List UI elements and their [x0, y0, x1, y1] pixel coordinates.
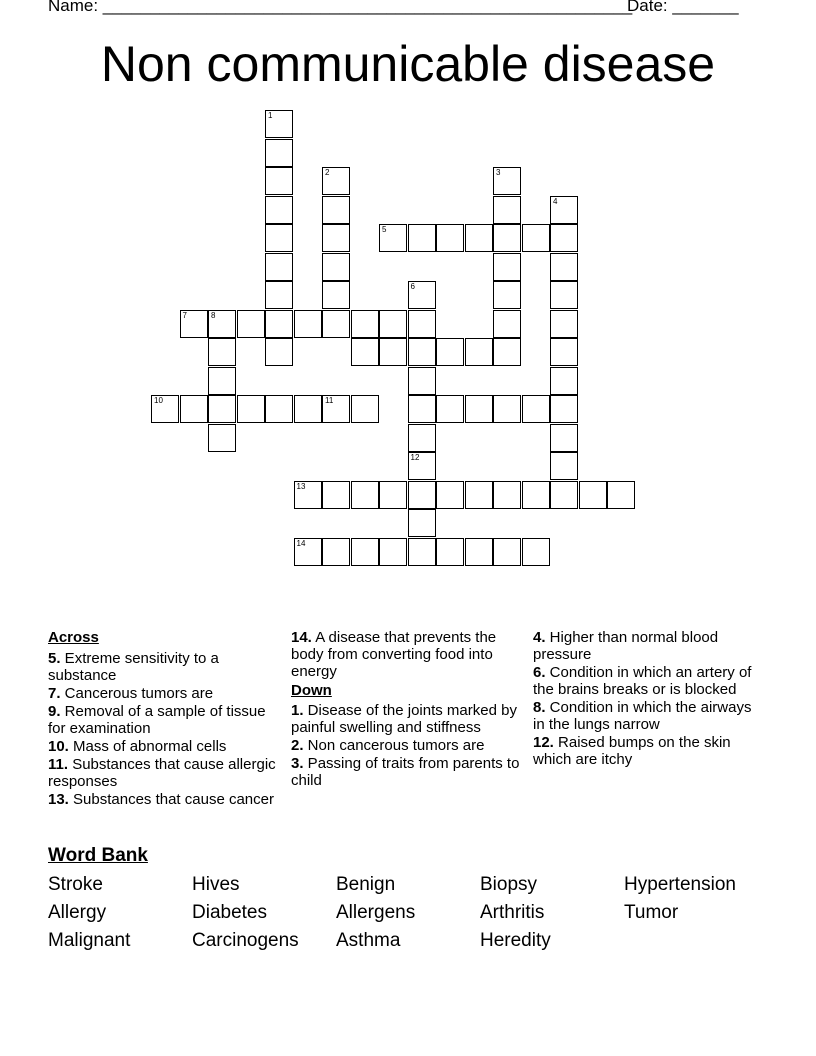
crossword-cell[interactable] — [550, 196, 578, 224]
crossword-cell[interactable] — [408, 424, 436, 452]
clue-item: 8. Condition in which the airways in the lungs narrow — [533, 699, 752, 733]
crossword-cell[interactable] — [550, 253, 578, 281]
clue-item: 12. Raised bumps on the skin which are itchy — [533, 734, 731, 768]
crossword-cell[interactable] — [579, 481, 607, 509]
crossword-cell[interactable] — [265, 395, 293, 423]
crossword-cell[interactable] — [465, 338, 493, 366]
crossword-cell[interactable] — [180, 310, 208, 338]
clue-item: 5. Extreme sensitivity to a substance — [48, 650, 219, 684]
crossword-cell[interactable] — [265, 310, 293, 338]
clue-number: 5 — [382, 225, 387, 234]
crossword-cell[interactable] — [322, 281, 350, 309]
clue-item: 6. Condition in which an artery of the brains breaks or is blocked — [533, 664, 752, 698]
crossword-cell[interactable] — [351, 481, 379, 509]
clue-number-label: 5. — [48, 650, 61, 667]
name-field[interactable]: Name: ________________________________________________________ — [48, 0, 633, 15]
crossword-cell[interactable] — [265, 224, 293, 252]
crossword-cell[interactable] — [322, 481, 350, 509]
date-field[interactable]: Date: _______ — [627, 0, 739, 15]
crossword-cell[interactable] — [322, 395, 350, 423]
crossword-cell[interactable] — [436, 481, 464, 509]
crossword-cell[interactable] — [351, 338, 379, 366]
crossword-cell[interactable] — [322, 196, 350, 224]
crossword-cell[interactable] — [265, 253, 293, 281]
clue-number-label: 13. — [48, 791, 69, 808]
crossword-cell[interactable] — [408, 224, 436, 252]
clue-number-label: 11. — [48, 756, 69, 773]
clue-number: 7 — [182, 310, 187, 320]
clue-number: 4 — [553, 196, 558, 206]
crossword-cell[interactable] — [265, 139, 293, 167]
clue-number-label: 14. — [291, 629, 312, 646]
clue-number: 13 — [296, 481, 306, 491]
down-heading: Down — [291, 682, 332, 699]
word-bank-item: Stroke — [48, 874, 103, 895]
crossword-cell[interactable] — [408, 310, 436, 338]
crossword-cell[interactable] — [151, 395, 179, 423]
crossword-cell[interactable] — [408, 452, 436, 480]
crossword-cell[interactable] — [408, 338, 436, 366]
crossword-cell[interactable] — [436, 338, 464, 366]
crossword-cell[interactable] — [408, 367, 436, 395]
crossword-cell[interactable] — [208, 367, 236, 395]
across-heading: Across — [48, 629, 99, 646]
crossword-cell[interactable] — [522, 224, 550, 252]
crossword-cell[interactable] — [351, 538, 379, 566]
clue-number: 10 — [154, 396, 163, 405]
crossword-cell[interactable] — [550, 281, 578, 309]
word-bank-item: Benign — [336, 874, 396, 895]
crossword-cell[interactable] — [550, 224, 578, 252]
crossword-cell[interactable] — [237, 395, 265, 423]
crossword-cell[interactable] — [379, 481, 407, 509]
crossword-cell[interactable] — [351, 310, 379, 338]
crossword-cell[interactable] — [522, 395, 550, 423]
crossword-cell[interactable] — [322, 167, 350, 195]
page-title: Non communicable disease — [100, 36, 716, 92]
clue-number-label: 3. — [291, 755, 304, 772]
clues-column-2 — [291, 629, 527, 790]
crossword-cell[interactable] — [550, 481, 578, 509]
crossword-cell[interactable] — [208, 310, 236, 338]
clue-number-label: 6. — [533, 664, 546, 681]
clue-number-label: 2. — [291, 737, 304, 754]
crossword-cell[interactable] — [265, 110, 293, 138]
clue-item: 1. Disease of the joints marked by painful swelling and stiffness — [291, 702, 517, 736]
clue-item: 10. Mass of abnormal cells — [48, 738, 227, 755]
clue-number-label: 8. — [533, 699, 546, 716]
word-bank-item: Allergens — [336, 902, 416, 923]
crossword-cell[interactable] — [294, 481, 322, 509]
clue-number: 12 — [410, 453, 420, 462]
crossword-cell[interactable] — [436, 395, 464, 423]
clue-number: 14 — [296, 538, 306, 548]
clue-number: 8 — [211, 310, 216, 320]
crossword-cell[interactable] — [208, 424, 236, 452]
crossword-cell[interactable] — [550, 452, 578, 480]
crossword-cell[interactable] — [493, 196, 521, 224]
crossword-cell[interactable] — [465, 481, 493, 509]
word-bank-item: Tumor — [624, 902, 679, 923]
crossword-cell[interactable] — [265, 338, 293, 366]
clue-item: 9. Removal of a sample of tissue for examination — [48, 703, 266, 737]
crossword-cell[interactable] — [265, 167, 293, 195]
crossword-cell[interactable] — [493, 224, 521, 252]
clue-number-label: 4. — [533, 629, 546, 646]
crossword-cell[interactable] — [550, 338, 578, 366]
crossword-cell[interactable] — [294, 538, 322, 566]
clue-number: 6 — [410, 282, 415, 291]
crossword-cell[interactable] — [493, 538, 521, 566]
crossword-cell[interactable] — [237, 310, 265, 338]
crossword-cell[interactable] — [379, 338, 407, 366]
clue-item: 4. Higher than normal blood pressure — [533, 629, 719, 663]
crossword-cell[interactable] — [493, 310, 521, 338]
crossword-cell[interactable] — [408, 538, 436, 566]
word-bank-item: Arthritis — [480, 902, 545, 923]
word-bank-item: Allergy — [48, 902, 107, 923]
crossword-cell[interactable] — [265, 281, 293, 309]
crossword-cell[interactable] — [550, 424, 578, 452]
crossword-cell[interactable] — [493, 481, 521, 509]
clue-number: 1 — [268, 111, 273, 120]
clue-item: 2. Non cancerous tumors are — [291, 737, 485, 754]
word-bank-item: Biopsy — [480, 874, 538, 895]
word-bank-item: Hypertension — [624, 874, 736, 895]
crossword-cell[interactable] — [550, 310, 578, 338]
clues-column-1 — [48, 629, 276, 809]
crossword-cell[interactable] — [493, 338, 521, 366]
crossword-cell[interactable] — [493, 167, 521, 195]
crossword-cell[interactable] — [436, 538, 464, 566]
crossword-cell[interactable] — [408, 395, 436, 423]
clue-number-label: 7. — [48, 685, 61, 702]
crossword-cell[interactable] — [465, 395, 493, 423]
clue-number: 11 — [325, 396, 334, 405]
word-bank-title: Word Bank — [48, 845, 148, 866]
clue-number-label: 10. — [48, 738, 69, 755]
crossword-cell[interactable] — [493, 281, 521, 309]
crossword-cell[interactable] — [522, 481, 550, 509]
clue-item: 3. Passing of traits from parents to child — [291, 755, 520, 789]
clue-item: 7. Cancerous tumors are — [48, 685, 214, 702]
crossword-cell[interactable] — [379, 310, 407, 338]
clue-item: 13. Substances that cause cancer — [48, 791, 274, 808]
crossword-cell[interactable] — [208, 395, 236, 423]
crossword-cell[interactable] — [265, 196, 293, 224]
crossword-cell[interactable] — [465, 538, 493, 566]
crossword-cell[interactable] — [294, 395, 322, 423]
crossword-cell[interactable] — [522, 538, 550, 566]
crossword-cell[interactable] — [379, 538, 407, 566]
word-bank-item: Malignant — [48, 930, 131, 951]
clue-number: 3 — [496, 168, 501, 177]
crossword-cell[interactable] — [436, 224, 464, 252]
crossword-cell[interactable] — [493, 253, 521, 281]
crossword-cell[interactable] — [208, 338, 236, 366]
clue-number-label: 12. — [533, 734, 554, 751]
word-bank-item: Hives — [192, 874, 240, 895]
clue-item: 11. Substances that cause allergic responses — [48, 756, 276, 790]
word-bank-item: Diabetes — [192, 902, 267, 923]
crossword-cell[interactable] — [322, 538, 350, 566]
crossword-cell[interactable] — [408, 481, 436, 509]
crossword-cell[interactable] — [294, 310, 322, 338]
crossword-cell[interactable] — [550, 395, 578, 423]
crossword-cell[interactable] — [465, 224, 493, 252]
crossword-cell[interactable] — [322, 310, 350, 338]
crossword-cell[interactable] — [180, 395, 208, 423]
clue-number-label: 9. — [48, 703, 61, 720]
crossword-cell[interactable] — [322, 253, 350, 281]
crossword-cell[interactable] — [607, 481, 635, 509]
word-bank-item: Asthma — [336, 930, 401, 951]
clues-column-3 — [533, 629, 763, 769]
crossword-cell[interactable] — [493, 395, 521, 423]
crossword-cell[interactable] — [351, 395, 379, 423]
crossword-cell[interactable] — [408, 509, 436, 537]
crossword-cell[interactable] — [550, 367, 578, 395]
crossword-cell[interactable] — [322, 224, 350, 252]
clue-number-label: 1. — [291, 702, 304, 719]
crossword-cell[interactable] — [408, 281, 436, 309]
clue-item: 14. A disease that prevents the body from converting food into energy — [291, 629, 497, 680]
clue-number: 2 — [325, 168, 330, 177]
crossword-cell[interactable] — [379, 224, 407, 252]
word-bank-item: Heredity — [480, 930, 551, 951]
word-bank-item: Carcinogens — [192, 930, 299, 951]
